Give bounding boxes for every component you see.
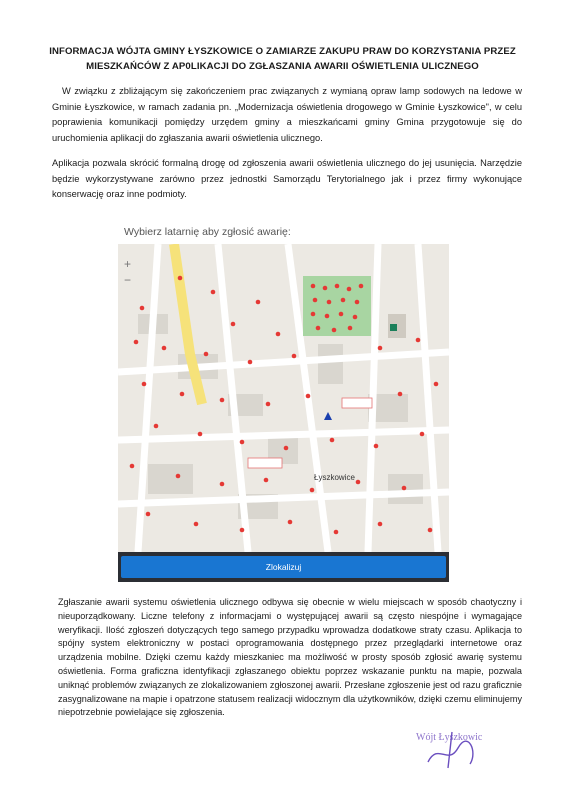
lamp-marker[interactable] bbox=[339, 312, 344, 317]
lamp-marker[interactable] bbox=[134, 340, 139, 345]
map-label-box bbox=[342, 398, 372, 408]
lamp-marker[interactable] bbox=[194, 522, 199, 527]
lamp-marker[interactable] bbox=[311, 284, 316, 289]
lamp-marker[interactable] bbox=[256, 300, 261, 305]
lamp-marker[interactable] bbox=[434, 382, 439, 387]
lamp-marker[interactable] bbox=[248, 360, 253, 365]
lamp-marker[interactable] bbox=[374, 444, 379, 449]
lamp-marker[interactable] bbox=[176, 474, 181, 479]
lamp-marker[interactable] bbox=[402, 486, 407, 491]
lamp-marker[interactable] bbox=[398, 392, 403, 397]
map-view[interactable] bbox=[118, 244, 449, 552]
locate-button[interactable]: Zlokalizuj bbox=[121, 556, 446, 578]
lamp-marker[interactable] bbox=[316, 326, 321, 331]
lamp-marker[interactable] bbox=[204, 352, 209, 357]
lamp-marker[interactable] bbox=[348, 326, 353, 331]
map-label-box bbox=[248, 458, 282, 468]
lamp-marker[interactable] bbox=[292, 354, 297, 359]
lamp-marker[interactable] bbox=[154, 424, 159, 429]
zoom-out-button[interactable]: − bbox=[124, 273, 132, 287]
reporting-paragraph: Zgłaszanie awarii systemu oświetlenia ulicznego odbywa się obecnie w wielu miejscach w sposób chaotyczny i nieuporządkowany. Liczne telefony z informacjami o występującej awarii są często niespójne i wymagające weryfikacji. Ilość zgłoszeń dotyczących tego samego przypadku wprowadza dodatkowe straty czasu. Aplikacja to spójny system elektroniczny w postaci oprogramowania dostępnego przez przeglądarki internetowe oraz urządzenia mobilne. Dzięki czemu każdy mieszkaniec ma możliwość w prosty sposób zgłosić awarię systemu oświetlenia. Forma graficzna identyfikacji zgłaszanego obiektu poprzez wskazanie punktu na mapie, pozwala uniknąć problemów związanych ze zlokalizowaniem zgłoszonej awarii. Przesłane zgłoszenie jest od razu graficznie zasygnalizowane na mapie i opatrzone statusem realizacji widocznym dla użytkowników, dzięki czemu eliminujemy niepotrzebnie powielające się zgłoszenia. bbox=[58, 597, 522, 718]
lamp-marker[interactable] bbox=[220, 398, 225, 403]
app-screenshot bbox=[118, 222, 449, 582]
signature-role: Wójt Łyszkowic bbox=[416, 732, 483, 743]
lamp-marker[interactable] bbox=[327, 300, 332, 305]
lamp-marker[interactable] bbox=[313, 298, 318, 303]
lamp-marker[interactable] bbox=[428, 528, 433, 533]
lamp-marker[interactable] bbox=[284, 446, 289, 451]
lamp-marker[interactable] bbox=[220, 482, 225, 487]
lamp-marker[interactable] bbox=[420, 432, 425, 437]
intro-paragraph: W związku z zbliżającym się zakończeniem prac związanych z wymianą opraw lamp sodowych na ledowe w Gminie Łyszkowice, w ramach zadania pn. „Modernizacja oświetlenia drogowego w Gminie Łyszkowice", w celu poprawienia komunikacji pomiędzy urzędem gminy a mieszkańcami gminy Gmina przygotowuje się do uruchomienia aplikacji do zgłaszania awarii oświetlenia ulicznego. bbox=[52, 86, 522, 143]
lamp-marker[interactable] bbox=[140, 306, 145, 311]
lamp-marker[interactable] bbox=[198, 432, 203, 437]
lamp-marker[interactable] bbox=[356, 480, 361, 485]
lamp-marker[interactable] bbox=[325, 314, 330, 319]
lamp-marker[interactable] bbox=[323, 286, 328, 291]
lamp-marker[interactable] bbox=[378, 346, 383, 351]
zoom-in-button[interactable]: + bbox=[124, 257, 132, 271]
lamp-marker[interactable] bbox=[330, 438, 335, 443]
application-paragraph: Aplikacja pozwala skrócić formalną drogę od zgłoszenia awarii oświetlenia ulicznego do jej usunięcia. Narzędzie będzie wykorzystywane zarówno przez jednostki Samorządu Terytorialnego jak i przez firmy wykonujące konserwację oraz inne podmioty. bbox=[52, 158, 522, 199]
lamp-marker[interactable] bbox=[359, 284, 364, 289]
lamp-marker[interactable] bbox=[162, 346, 167, 351]
lamp-marker[interactable] bbox=[130, 464, 135, 469]
lamp-marker[interactable] bbox=[288, 520, 293, 525]
lamp-marker[interactable] bbox=[231, 322, 236, 327]
lamp-marker[interactable] bbox=[240, 440, 245, 445]
lamp-marker[interactable] bbox=[264, 478, 269, 483]
lamp-marker[interactable] bbox=[211, 290, 216, 295]
lamp-marker[interactable] bbox=[347, 287, 352, 292]
lamp-marker[interactable] bbox=[335, 284, 340, 289]
title-line-2: MIESZKAŃCÓW Z AP0LIKACJI DO ZGŁASZANIA AWARII OŚWIETLENIA ULICZNEGO bbox=[86, 61, 479, 72]
lamp-marker[interactable] bbox=[180, 392, 185, 397]
lamp-marker[interactable] bbox=[378, 522, 383, 527]
lamp-marker[interactable] bbox=[311, 312, 316, 317]
lamp-marker[interactable] bbox=[306, 394, 311, 399]
title-line-1: INFORMACJA WÓJTA GMINY ŁYSZKOWICE O ZAMIARZE ZAKUPU PRAW DO KORZYSTANIA PRZEZ bbox=[49, 46, 516, 57]
lamp-marker[interactable] bbox=[355, 300, 360, 305]
lamp-marker[interactable] bbox=[334, 530, 339, 535]
lamp-marker[interactable] bbox=[266, 402, 271, 407]
locate-bar bbox=[118, 552, 449, 582]
lamp-marker[interactable] bbox=[146, 512, 151, 517]
lamp-marker[interactable] bbox=[276, 332, 281, 337]
lamp-marker[interactable] bbox=[416, 338, 421, 343]
map-caption: Wybierz latarnię aby zgłosić awarię: bbox=[124, 226, 291, 238]
lamp-marker[interactable] bbox=[142, 382, 147, 387]
lamp-marker[interactable] bbox=[341, 298, 346, 303]
document-title bbox=[40, 44, 525, 74]
town-label: Łyszkowice bbox=[314, 473, 355, 482]
lamp-marker[interactable] bbox=[353, 315, 358, 320]
lamp-marker[interactable] bbox=[310, 488, 315, 493]
map-pin-square[interactable] bbox=[390, 324, 397, 331]
lamp-marker[interactable] bbox=[178, 276, 183, 281]
signature-stamp bbox=[408, 722, 498, 770]
lamp-marker[interactable] bbox=[240, 528, 245, 533]
lamp-marker[interactable] bbox=[332, 328, 337, 333]
